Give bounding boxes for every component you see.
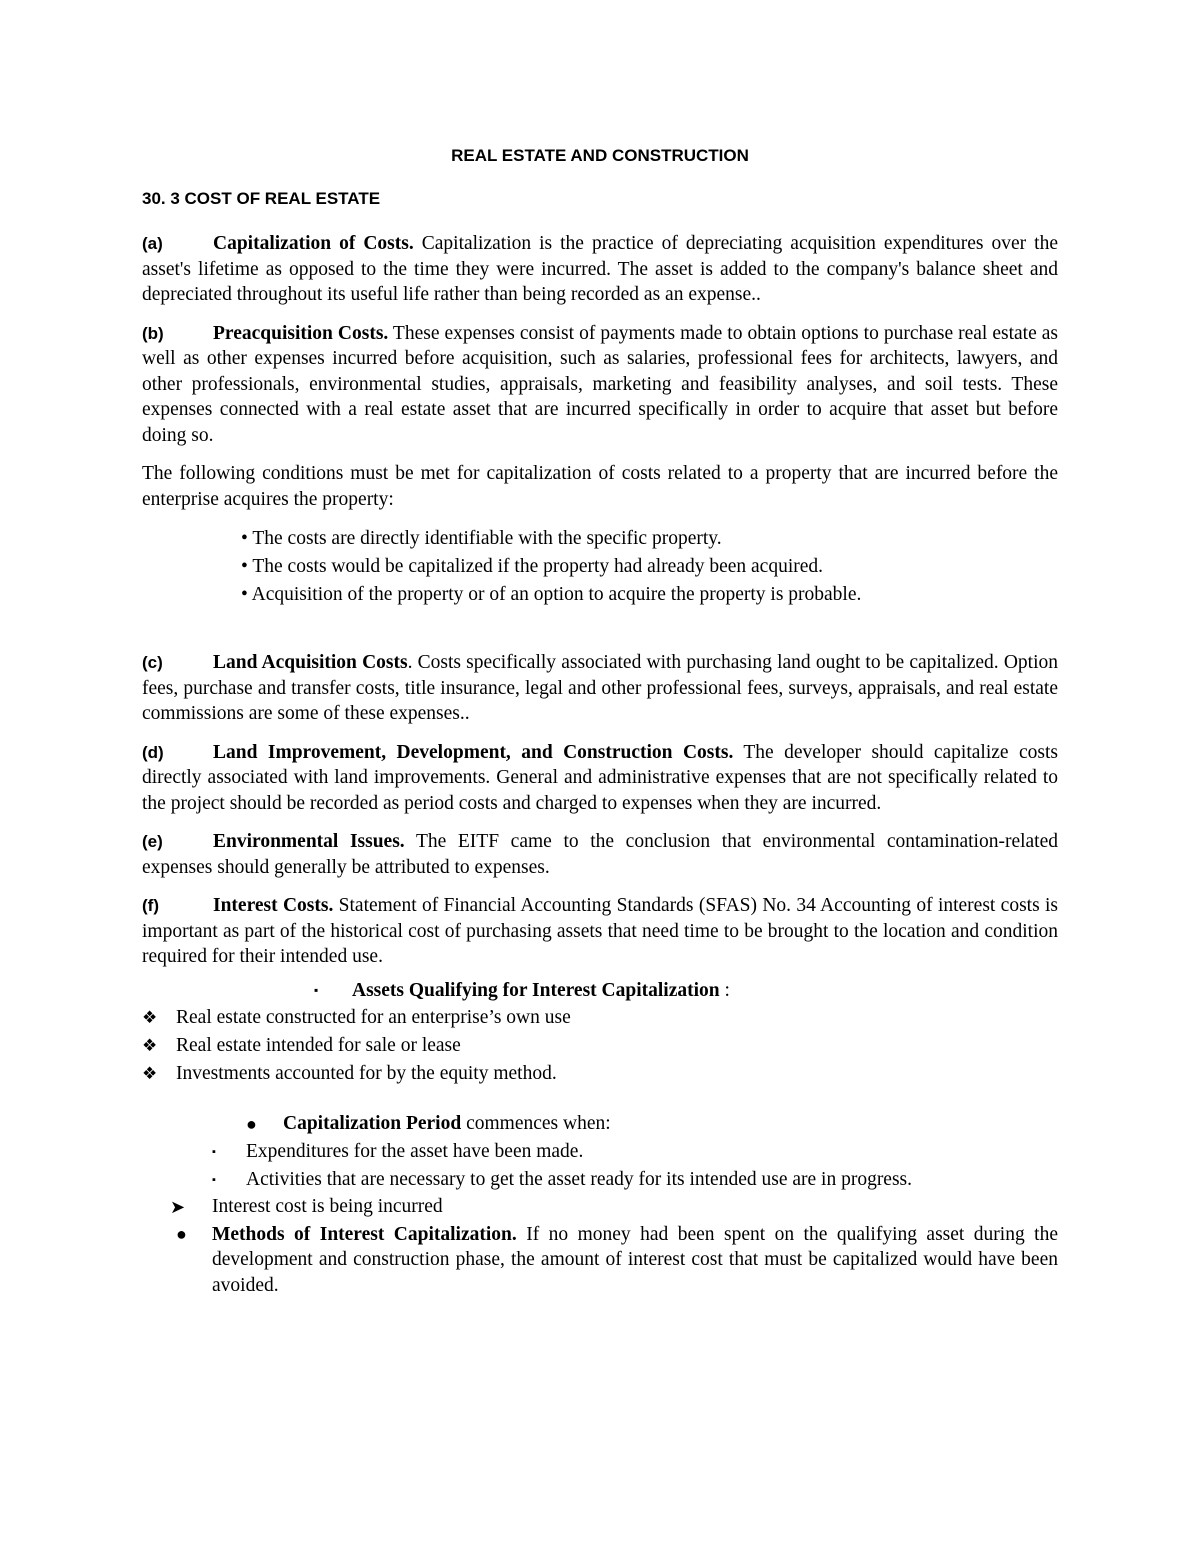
- item-d-term: Land Improvement, Development, and Construction Costs.: [213, 741, 734, 763]
- capitalization-period-text: commences when:: [461, 1112, 611, 1134]
- square-bullet-icon: ▪: [212, 1173, 216, 1186]
- item-f: [142, 893, 1058, 970]
- list-item-text: Interest cost is being incurred: [212, 1195, 443, 1217]
- arrow-bullet-icon: ➤: [170, 1196, 186, 1217]
- item-a-label: (a): [142, 234, 163, 253]
- qualifying-heading-line: [142, 976, 1058, 1004]
- list-item-text: Activities that are necessary to get the asset ready for its intended use are in progress.: [246, 1168, 913, 1190]
- list-item-text: Investments accounted for by the equity method.: [176, 1062, 557, 1084]
- item-d-label: (d): [142, 742, 164, 762]
- item-a-text: Capitalization is the practice of depreciating acquisition expenditures over the asset's lifetime as opposed to the time they were incurred. The asset is added to the company's balance sheet and depreciated throughout its useful life rather than being recorded as an expense..: [142, 233, 1058, 305]
- item-f-text: Statement of Financial Accounting Standards (SFAS) No. 34 Accounting of interest costs is important as part of the historical cost of purchasing assets that need time to be brought to the location and condition required for their intended use.: [142, 895, 1058, 967]
- item-a-term: Capitalization of Costs.: [213, 233, 414, 254]
- list-item: [142, 1194, 1058, 1220]
- methods-text: If no money had been spent on the qualifying asset during the development and construction phase, the amount of interest cost that must be capitalized would have been avoided.: [212, 1223, 1058, 1296]
- item-c-label: (c): [142, 653, 163, 672]
- diamond-bullet-icon: ❖: [142, 1007, 158, 1027]
- item-b: [142, 321, 1058, 449]
- item-b-term: Preacquisition Costs.: [213, 322, 389, 344]
- item-c-text: . Costs specifically associated with purchasing land ought to be capitalized. Option fees, purchase and transfer costs, title insurance, legal and other professional fees, surveys, appraisals, and real estate commissions are some of these expenses..: [142, 652, 1058, 724]
- list-item: [142, 1166, 1058, 1194]
- item-c: [142, 650, 1058, 727]
- dot-bullet-icon: ●: [176, 1223, 187, 1244]
- document-title: REAL ESTATE AND CONSTRUCTION: [451, 146, 749, 165]
- item-c-term: Land Acquisition Costs: [213, 652, 408, 673]
- list-item: [142, 1138, 1058, 1166]
- square-bullet-icon: ▪: [314, 982, 319, 997]
- list-item: [142, 1004, 1058, 1032]
- diamond-bullet-icon: ❖: [142, 1063, 158, 1083]
- item-b-text: These expenses consist of payments made to obtain options to purchase real estate as well as other expenses incurred before acquisition, such as salaries, professional fees for architects, lawyers, and other professionals, environmental studies, appraisals, marketing and feasibility analyses, and soil tests. These expenses connected with a real estate asset that are incurred specifically in order to acquire that asset but before doing so.: [142, 322, 1058, 446]
- document-page: [142, 142, 1058, 1298]
- capitalization-period-term: Capitalization Period: [283, 1112, 462, 1134]
- item-f-term: Interest Costs.: [213, 895, 334, 916]
- list-item: [142, 1032, 1058, 1060]
- list-item-text: Real estate constructed for an enterprise’s own use: [176, 1006, 571, 1028]
- list-item-text: Expenditures for the asset have been made.: [246, 1140, 584, 1162]
- diamond-bullet-icon: ❖: [142, 1035, 158, 1055]
- conditions-intro: The following conditions must be met for capitalization of costs related to a property that are incurred before the enterprise acquires the property:: [142, 463, 1058, 510]
- section-heading: 30. 3 COST OF REAL ESTATE: [142, 189, 381, 208]
- item-a: [142, 231, 1058, 308]
- item-d-text: The developer should capitalize costs directly associated with land improvements. General and administrative expenses that are not specifically related to the project should be recorded as period costs and charged to expenses when they are incurred.: [142, 741, 1058, 814]
- dot-bullet-icon: ●: [246, 1113, 257, 1134]
- conditions-list: [142, 525, 1058, 609]
- capitalization-period: [142, 1110, 1058, 1138]
- qualifying-suffix: :: [719, 979, 730, 1001]
- list-item: • The costs would be capitalized if the property had already been acquired.: [241, 556, 824, 577]
- list-item: [142, 1060, 1058, 1088]
- qualifying-list: [142, 1004, 1058, 1088]
- item-e-term: Environmental Issues.: [213, 831, 405, 852]
- square-bullet-icon: ▪: [212, 1145, 216, 1158]
- item-e: [142, 829, 1058, 880]
- item-d: [142, 740, 1058, 817]
- list-item: • The costs are directly identifiable with the specific property.: [241, 528, 722, 549]
- item-e-label: (e): [142, 832, 163, 851]
- list-item: • Acquisition of the property or of an option to acquire the property is probable.: [241, 584, 862, 605]
- list-item-text: Real estate intended for sale or lease: [176, 1034, 461, 1056]
- qualifying-heading: Assets Qualifying for Interest Capitalization: [352, 979, 720, 1001]
- item-b-label: (b): [142, 323, 164, 343]
- methods-term: Methods of Interest Capitalization.: [212, 1223, 517, 1245]
- methods-paragraph: [142, 1222, 1058, 1299]
- item-e-text: The EITF came to the conclusion that environmental contamination-related expenses should generally be attributed to expenses.: [142, 831, 1058, 878]
- item-f-label: (f): [142, 896, 159, 915]
